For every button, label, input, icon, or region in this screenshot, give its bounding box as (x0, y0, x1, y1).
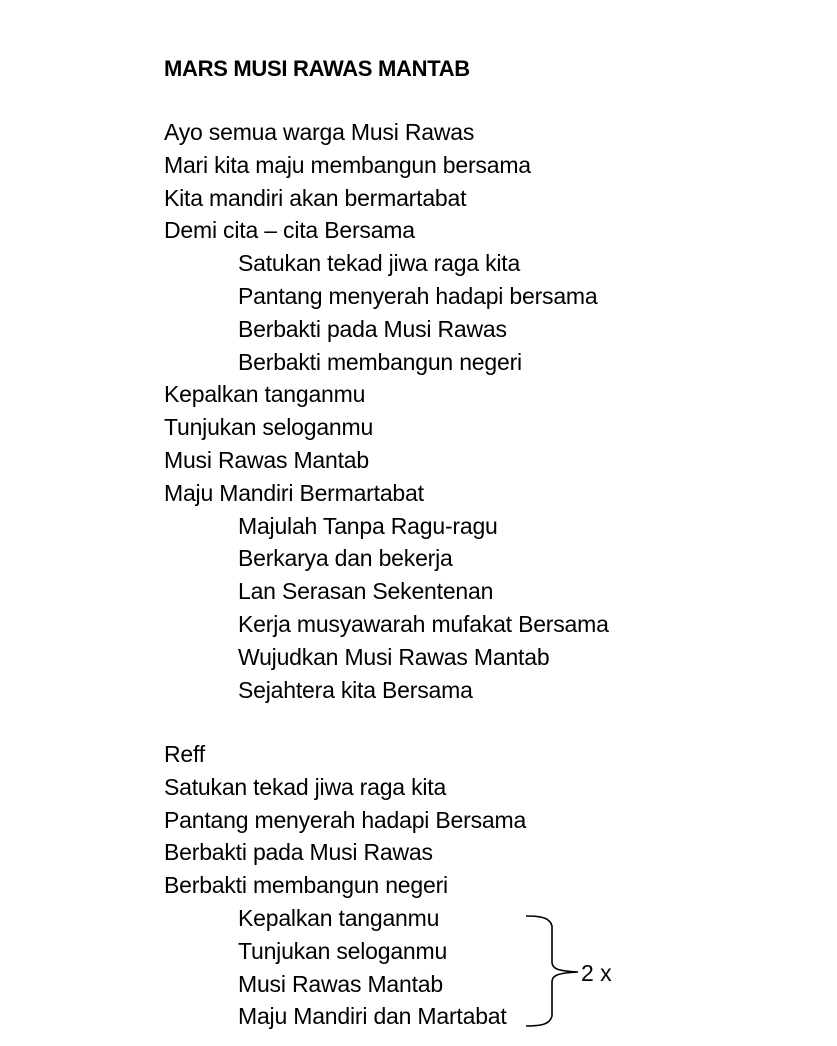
lyric-line: Kita mandiri akan bermartabat (164, 184, 467, 211)
lyric-line: Kerja musyawarah mufakat Bersama (238, 610, 609, 637)
lyric-line: Berbakti membangun negeri (164, 872, 448, 899)
lyric-line: Maju Mandiri dan Martabat (238, 1003, 507, 1030)
lyric-line: Satukan tekad jiwa raga kita (238, 250, 521, 277)
lyric-line: Wujudkan Musi Rawas Mantab (238, 643, 550, 670)
lyric-line: Musi Rawas Mantab (164, 446, 369, 473)
lyric-line: Majulah Tanpa Ragu-ragu (238, 512, 498, 539)
lyric-line: Maju Mandiri Bermartabat (164, 479, 424, 506)
lyric-line: Pantang menyerah hadapi Bersama (164, 806, 527, 833)
lyric-line: Ayo semua warga Musi Rawas (164, 119, 475, 145)
verse-block (164, 116, 609, 706)
reff-block (164, 738, 526, 1033)
lyric-line: Reff (164, 741, 205, 767)
lyric-line: Tunjukan seloganmu (238, 937, 448, 964)
document-title: MARS MUSI RAWAS MANTAB (164, 56, 470, 81)
lyric-line: Pantang menyerah hadapi bersama (238, 282, 598, 309)
lyric-line: Satukan tekad jiwa raga kita (164, 773, 447, 800)
lyric-line: Berbakti membangun negeri (238, 348, 522, 375)
lyric-line: Berkarya dan bekerja (238, 545, 453, 572)
lyric-line: Lan Serasan Sekentenan (238, 578, 494, 605)
lyric-line: Tunjukan seloganmu (164, 414, 374, 441)
lyric-line: Musi Rawas Mantab (238, 970, 443, 997)
lyric-line: Mari kita maju membangun bersama (164, 151, 531, 178)
lyric-line: Berbakti pada Musi Rawas (238, 315, 507, 342)
lyric-line: Sejahtera kita Bersama (238, 676, 473, 703)
lyric-line: Kepalkan tanganmu (238, 904, 440, 931)
lyric-line: Demi cita – cita Bersama (164, 217, 415, 244)
lyric-line: Kepalkan tanganmu (164, 381, 366, 408)
repeat-label: 2 x (581, 960, 612, 986)
lyric-line: Berbakti pada Musi Rawas (164, 839, 433, 866)
